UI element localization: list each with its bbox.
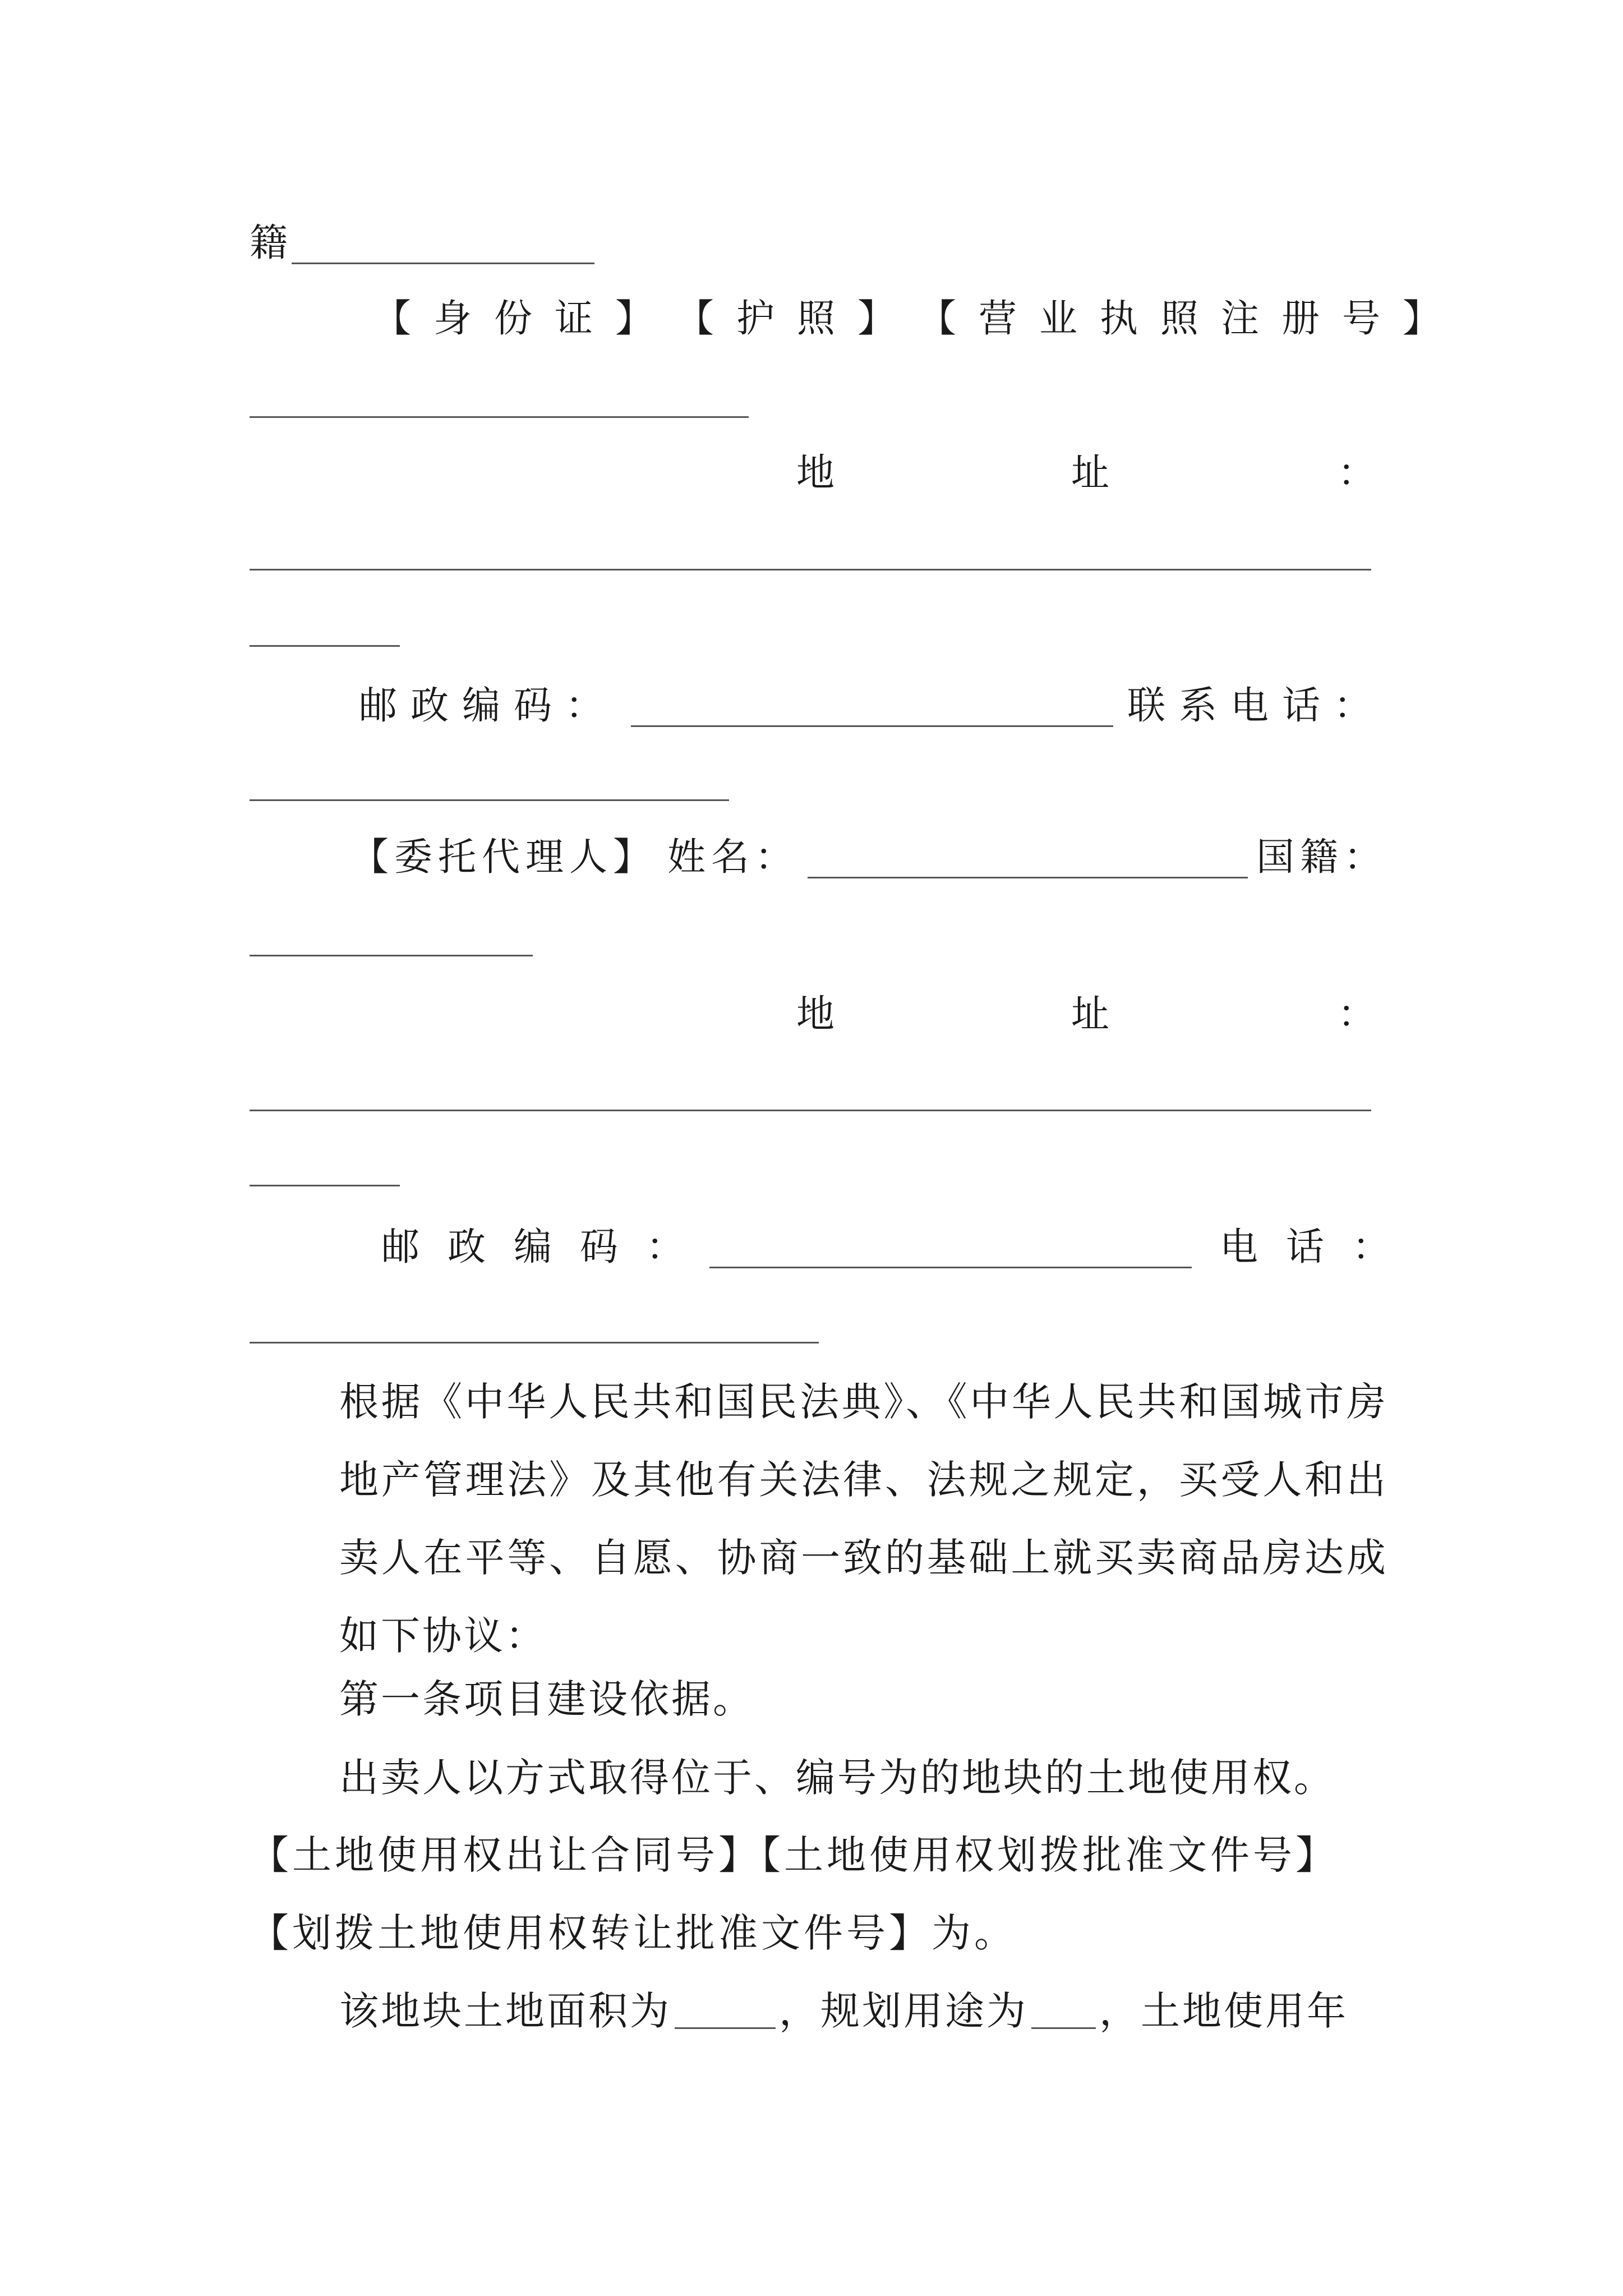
agent-name-label: 姓名： [667, 835, 799, 880]
agent-address-label-2: 址 [1071, 992, 1110, 1037]
seller-address-label-1: 地 [796, 451, 835, 495]
article1-docs-line2: 【划拨土地使用权转让批准文件号】为。 [250, 1910, 1017, 1956]
seller-phone-label: 联系电话： [1127, 684, 1386, 728]
agent-phone-label: 电话： [1220, 1225, 1419, 1269]
id-type-passport: 【护照】 [676, 297, 919, 341]
seller-address-label-3: ： [1338, 451, 1376, 495]
agent-address-label-3: ： [1338, 992, 1376, 1037]
agent-nationality-blank [250, 955, 533, 956]
id-type-options [373, 297, 1464, 341]
planned-use-label: ，规划用途为 [779, 1988, 1028, 2034]
agent-address-blank-1 [250, 1110, 1371, 1111]
preamble-paragraph [250, 1363, 1388, 1675]
land-term-label: ，土地使用年 [1099, 1988, 1348, 2034]
nationality-label: 籍 [250, 221, 288, 265]
agent-nationality-label: 国籍： [1256, 835, 1388, 880]
seller-postal-blank [631, 725, 1113, 727]
agent-name-blank [808, 877, 1248, 878]
article1-title: 第一条项目建设依据。 [339, 1676, 754, 1722]
land-area-line [339, 1988, 1348, 2034]
id-number-blank [250, 416, 749, 418]
id-type-business-license: 【营业执照注册号】 [918, 297, 1464, 341]
seller-address-blank-1 [250, 569, 1371, 570]
article1-docs-line1: 【土地使用权出让合同号】【土地使用权划拨批准文件号】 [250, 1832, 1338, 1878]
seller-address-blank-2 [250, 645, 400, 647]
nationality-blank [292, 263, 594, 264]
id-type-id-card: 【身份证】 [373, 297, 676, 341]
land-area-label: 该地块土地面积为 [339, 1988, 671, 2034]
agent-postal-blank [709, 1267, 1192, 1268]
seller-address-label-2: 址 [1071, 451, 1110, 495]
planned-use-blank [1031, 2027, 1096, 2029]
agent-postal-label: 邮政编码： [381, 1225, 713, 1269]
land-area-blank [675, 2027, 776, 2029]
agent-title: 【委托代理人】 [351, 835, 657, 880]
agent-phone-blank [250, 1342, 819, 1343]
article1-text: 出卖人以方式取得位于、编号为的地块的土地使用权。 [339, 1755, 1335, 1801]
agent-address-blank-2 [250, 1185, 400, 1186]
seller-phone-blank [250, 799, 729, 801]
agent-address-label-1: 地 [796, 992, 835, 1037]
seller-postal-label: 邮政编码： [359, 684, 617, 728]
preamble-text: 根据《中华人民共和国民法典》、《中华人民共和国城市房地产管理法》及其他有关法律、法规之规定，买受人和出卖人在平等、自愿、协商一致的基础上就买卖商品房达成如下协议： [339, 1379, 1388, 1659]
